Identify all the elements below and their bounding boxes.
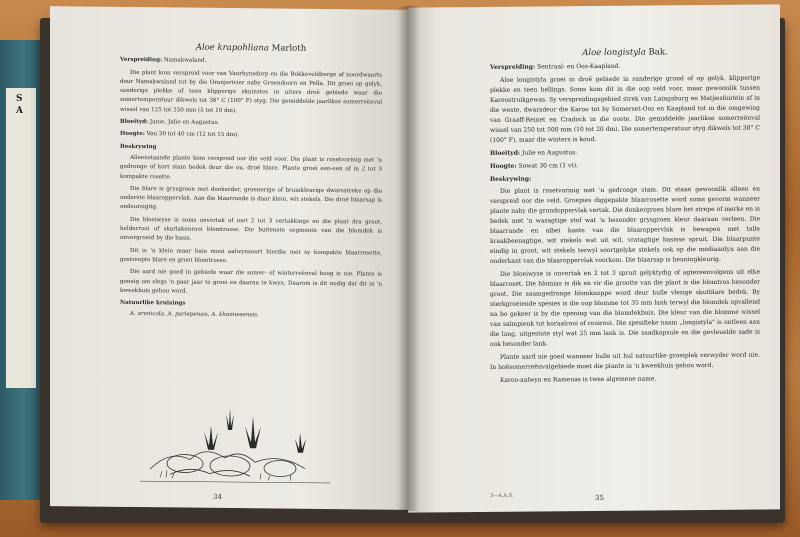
hybrids-heading: Natuurlike kruisings	[120, 299, 186, 307]
spine-letter: A	[16, 106, 23, 116]
flowering-line	[490, 147, 760, 159]
page-number: 35	[595, 493, 604, 502]
height-value: Van 30 tot 40 cm (12 tot 15 dm).	[146, 131, 240, 139]
species-name: Aloe longistyla	[582, 47, 646, 59]
right-page	[408, 4, 780, 512]
page-number: 34	[213, 492, 222, 501]
description-paragraph: Die plant is rosetvormig met 'n gedronge stam. Dit staan gewoonlik alleen en verspreid oor die veld. Groepies diggepakte blaarrosette word soms gevorm wanneer plante naby die grondoppervlak vertak. Die donkergroen blare het strepe of merke en is bedek met 'n wasagtige stof wat 'n besonder grysgroen kleur daaraan verleen. Die blaarrande en albei kante van die blaaroppervlak is bewapen met talle kraakbeenagtige, wit stekels wat uit wit, vratagtige basisse spruit. Die blaarpunte eindig in groot, wit stekels terwyl soortgelyke stekels ook op die mediaanlyn aan die onderkant van die blaaroppervlak voorkom. Die blaarsap is heuningkleurig.	[490, 185, 760, 265]
signature-mark: 3—A.A.S.	[490, 492, 514, 499]
adjacent-book-spine	[0, 40, 40, 500]
description-paragraph: Die bloeiwyse is soms onvertak of met 2 tot 3 vertakkings en die plant dra groot, helderrooi of skarlakenrooi blomtrosse. Die buitenste segmente van die blomdek is onvergroeid by die basis.	[120, 216, 382, 242]
distribution-line	[120, 56, 382, 68]
aloe-landscape-illustration	[130, 389, 340, 491]
spine-label	[6, 88, 36, 388]
distribution-label: Verspreiding:	[120, 57, 163, 64]
description-paragraph: Die aard nie goed in gebiede waar die somer- of winterreënval hoog is nie. Plante is geneig om slegs 'n paar jaar te groei en daarna te kwyn. Daarom is dit nodig dat dit in 'n kweekhuis gehou word.	[120, 269, 382, 295]
distribution-line	[490, 61, 760, 73]
description-paragraph: Karoo-aalwyn en Ramenas is twee algemene name.	[500, 375, 657, 384]
species-title	[120, 43, 382, 55]
species-author: Bak.	[648, 47, 668, 58]
right-page-text	[490, 47, 760, 389]
flowering-value: Junie, Julie en Augustus.	[149, 119, 220, 126]
distribution-text: Aloe longistyla groei in droë gebiede in sanderige grond of op gelyk, klipperige plekke en teen hellings. Soms kom dit in die oop veld voor, maar gewoonlik tussen Karoostruikgewas. Sy verspreidingsgebied strek van Laingsburg en Matjiesfontein af in die weste, dwarsdeur die Karoo tot by Somerset-Oos en Kaapland tot in die omgewing van Graaff-Reinet en Cradock in die ooste. Die gemiddelde jaarlikse somerreënval wissel van 250 tot 500 mm (10 tot 20 dm). Die somertemperatuur styg dikwels tot 38° C (100° F), maar die winters is koud.	[490, 74, 760, 144]
distribution-label: Verspreiding:	[490, 63, 536, 71]
distribution-region: Namakwaland.	[163, 57, 207, 65]
flowering-label: Bloeityd:	[120, 118, 149, 126]
flowering-label: Bloeityd:	[490, 149, 521, 157]
spine-letter: S	[16, 94, 23, 104]
species-author: Marloth	[271, 43, 307, 54]
height-value: Sowat 30 cm (1 vt).	[518, 162, 578, 170]
species-title	[490, 47, 760, 59]
height-line	[490, 160, 760, 172]
description-paragraph: Alleenstaande plante kom verspreid oor die veld voor. Die plant is rosetvormig met 'n gedronge of kort stam bedek deur die ou, droë blare. Plante groei een-een of in 2 tot 3 kompakte rosette.	[120, 154, 382, 180]
height-line	[120, 130, 382, 142]
book-gutter-shadow	[398, 6, 420, 511]
description-paragraph: Dit is 'n klein maar baie mooi aalwynsoort hierdie met sy kompakte blaarrosette, gestreepte blare en groot blomtrosse.	[120, 247, 382, 264]
height-label: Hoogte:	[120, 131, 145, 138]
description-paragraph: Die bloeiwyse is onvertak en 2 tot 3 spruit gelyktydig of agtereenvolgens uit elke blaarroset. Die blomias is dik en vir die grootte van die plant is die blomtros besonder groot. Die saamgedronge blomknoppe word deur hulle vlesige skutblare bedek. By sterkgroeiende spesies is die oop blomme tot 35 mm lank terwyl die blomdek opvallend na bo gekeer is by die opening van die blomdekbuis. Die kleur van die blomme wissel van salmpienk tot koraalrooi of rooirooi. Die spesifieke naam „longistyla" is ontleen aan die lang, uitgestote styl wat 25 mm lank is. Die saadkapsule en die gevleuelde sade is ook besonder lank.	[490, 268, 760, 348]
flowering-line	[120, 118, 382, 130]
description-heading: Beskrywing	[120, 143, 157, 150]
height-label: Hoogte:	[490, 162, 517, 170]
left-page-text	[120, 43, 382, 322]
distribution-text: Die plant kom verspreid voor van Vanrhynsdorp en die Bokkeveldberge af noordwaarts deur Namakwaland tot by die Oranjerivier naby Groendoorn en Pella. Dit groei op gelyk, sanderige plekke of teen klipperige skuinstes in uiters droë gebiede waar die somertemperatuur dikwels tot 38° C (100° F) styg. Die gemiddelde jaarlikse somerreënval wissel van 125 tot 250 mm (5 tot 10 dm).	[120, 69, 382, 114]
hybrids-text: A. arenicola, A. pariepensis, A. khamiesensis.	[130, 311, 259, 319]
species-name: Aloe krapohliana	[195, 42, 269, 54]
distribution-region: Sentraal- en Oos-Kaapland.	[537, 62, 621, 71]
description-heading: Beskrywing:	[490, 175, 532, 183]
left-page	[50, 6, 408, 510]
description-paragraph: Plante aard nie goed wanneer hulle uit hul natuurlike groeiplek verwyder word nie. In hoësomerreënvalgebiede moet die plante in 'n kweekhuis gehou word.	[490, 351, 760, 371]
description-paragraph: Die blare is grysgroen met donkerder, groenerige of bruinkleurige dwarsstreke op die onderste blaaroppervlak. Aan die blaarrande is daar klein, wit stekels. Die droë blaarsap is ondeursigtig.	[120, 185, 382, 211]
flowering-value: Julie en Augustus.	[522, 149, 578, 157]
